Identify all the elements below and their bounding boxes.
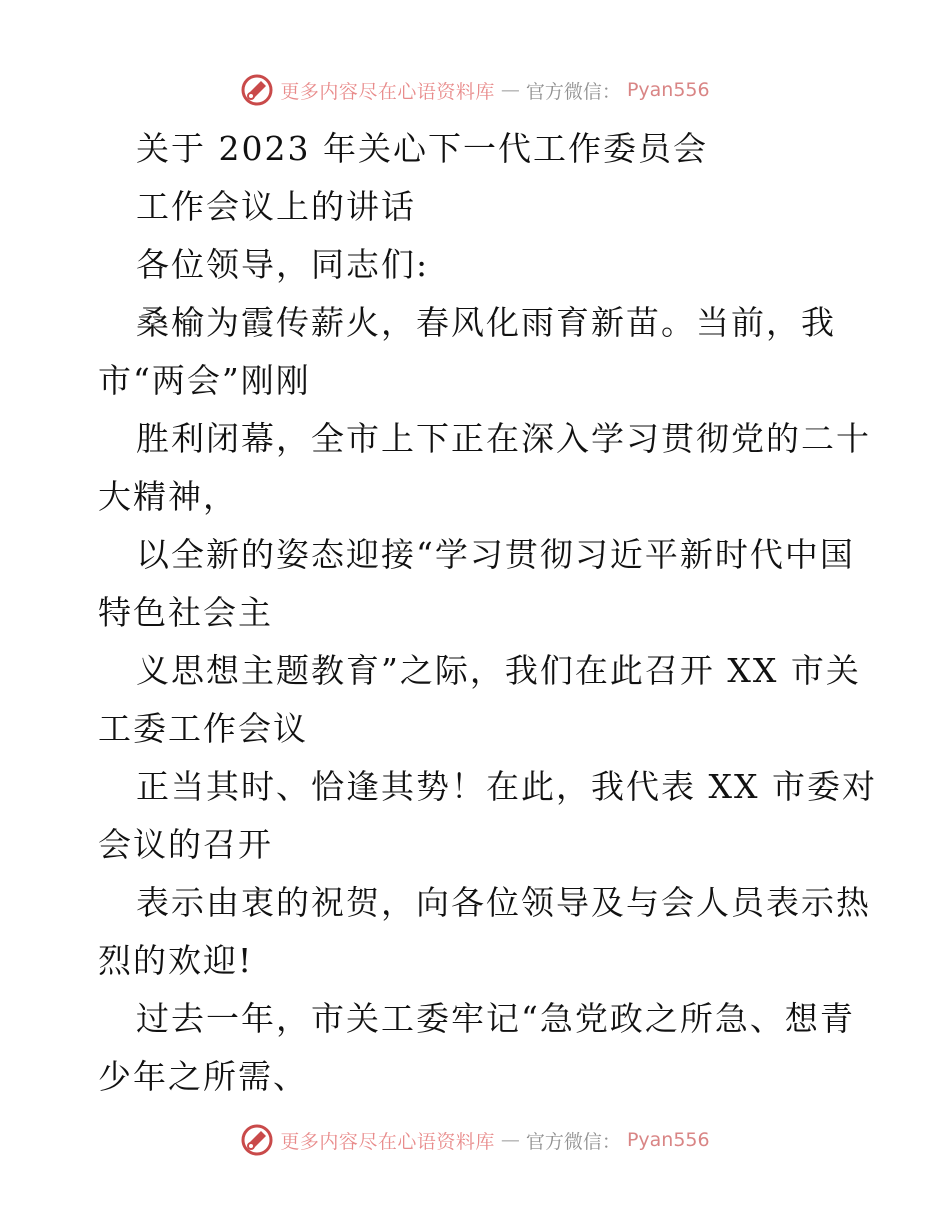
document-body (98, 120, 877, 1106)
watermark-wechat-id: Pyan556 (626, 1129, 710, 1151)
watermark-wechat-id: Pyan556 (626, 79, 710, 101)
paragraph-line: 桑榆为霞传薪火，春风化雨育新苗。当前，我 (136, 303, 836, 342)
watermark-main-text: 更多内容尽在心语资料库 (280, 1130, 495, 1153)
paragraph-line-wrap: 烈的欢迎! (98, 941, 254, 980)
paragraph-line: 过去一年，市关工委牢记“急党政之所急、想青 (136, 999, 855, 1038)
paragraph-line: 义思想主题教育”之际，我们在此召开 XX 市关 (136, 651, 861, 690)
paragraph (98, 642, 861, 758)
title-line-1 (98, 120, 850, 178)
paragraph-line: 以全新的姿态迎接“学习贯彻习近平新时代中国 (136, 535, 855, 574)
salutation (98, 236, 850, 294)
paragraph-line: 表示由衷的祝贺，向各位领导及与会人员表示热 (136, 883, 871, 922)
title-line-2 (98, 178, 850, 236)
paragraph-line-wrap: 工委工作会议 (98, 709, 308, 748)
paragraph-line-wrap: 特色社会主 (98, 593, 273, 632)
paragraph (98, 410, 871, 526)
paragraph-line-wrap: 会议的召开 (98, 825, 273, 864)
paragraph-line: 正当其时、恰逢其势！在此，我代表 XX 市委对 (136, 767, 877, 806)
watermark-main-text: 更多内容尽在心语资料库 (280, 80, 495, 103)
watermark-header (0, 70, 950, 110)
logo-icon (240, 1123, 274, 1157)
watermark-dash: — (500, 79, 520, 101)
paragraph-line-wrap: 少年之所需、 (98, 1057, 308, 1096)
paragraph-line: 工作会议上的讲话 (136, 187, 416, 226)
paragraph-line-wrap: 市“两会”刚刚 (98, 361, 311, 400)
paragraph-line: 胜利闭幕，全市上下正在深入学习贯彻党的二十 (136, 419, 871, 458)
paragraph-line-wrap: 大精神， (98, 477, 238, 516)
watermark-sub-text: 官方微信： (525, 1130, 621, 1153)
paragraph (98, 990, 855, 1106)
paragraph-line: 关于 2023 年关心下一代工作委员会 (136, 129, 708, 168)
paragraph (98, 874, 871, 990)
watermark-footer (0, 1120, 950, 1160)
logo-icon (240, 73, 274, 107)
watermark-sub-text: 官方微信： (525, 80, 621, 103)
paragraph (98, 294, 850, 410)
watermark-dash: — (500, 1129, 520, 1151)
paragraph (98, 758, 877, 874)
paragraph (98, 526, 855, 642)
paragraph-line: 各位领导，同志们: (136, 245, 430, 284)
